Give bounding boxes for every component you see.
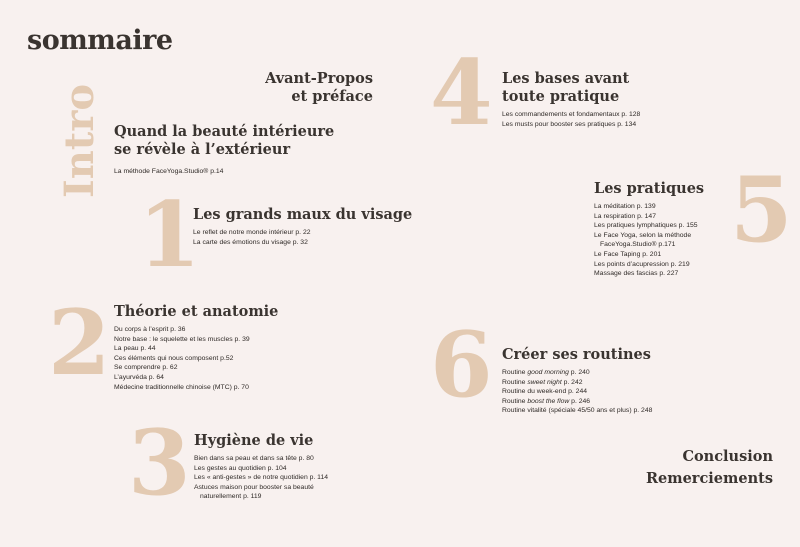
toc-entry: naturellement p. 119 [200,493,262,501]
intro-section [114,123,334,177]
section-4-heading-line2: toute pratique [502,88,620,105]
toc-entry: Routine du week-end p. 244 [502,388,588,396]
section-number-1: 1 [138,182,201,288]
toc-entry: Le Face Taping p. 201 [594,250,662,258]
thanks-heading: Remerciements [645,470,773,487]
toc-entry: Astuces maison pour booster sa beauté [194,483,314,491]
page-title: sommaire [27,25,173,56]
section-1 [193,206,412,247]
toc-entry: Le Face Yoga, selon la méthode [594,231,692,239]
toc-entry: L’ayurvéda p. 64 [114,373,164,381]
toc-entry: Routine boost the flow p. 246 [502,397,591,405]
intro-label: Intro [56,83,103,198]
section-3-items [194,454,328,502]
section-number-3: 3 [128,410,191,516]
section-4-heading-line1: Les bases avant [502,70,630,87]
avant-propos-line1: Avant-Propos [265,70,373,87]
toc-entry: La méditation p. 139 [594,203,656,210]
intro-heading-line2: se révèle à l’extérieur [114,141,291,158]
toc-entry: Les pratiques lymphatiques p. 155 [594,222,698,230]
section-6-items [502,368,652,416]
intro-items [114,167,334,177]
toc-entry: Se comprendre p. 62 [114,364,178,372]
intro-heading-line1: Quand la beauté intérieure [114,123,335,140]
avant-propos-heading [265,70,373,106]
closing-headings [646,446,773,490]
section-number-2: 2 [48,290,111,396]
toc-entry: FaceYoga.Studio® p.171 [600,241,676,249]
avant-propos-line2: et préface [291,88,373,105]
toc-entry: Les musts pour booster ses pratiques p. 134 [502,120,637,128]
toc-entry: La méthode FaceYoga.Studio® p.14 [114,168,224,175]
section-5 [594,180,704,279]
section-5-items [594,202,704,279]
section-number-5: 5 [730,157,793,263]
toc-entry: Bien dans sa peau et dans sa tête p. 80 [194,455,314,462]
section-1-heading: Les grands maux du visage [193,206,413,223]
toc-entry: La respiration p. 147 [594,212,656,220]
toc-entry: Routine vitalité (spéciale 45/50 ans et plus) p. 248 [502,407,653,415]
section-6 [502,346,652,416]
toc-entry: Ces éléments qui nous composent p.52 [114,354,234,362]
toc-entry: Les « anti-gestes » de notre quotidien p. 114 [194,474,329,482]
toc-entry: Routine sweet night p. 242 [502,378,583,386]
section-number-4: 4 [430,40,493,146]
toc-entry: Massage des fascias p. 227 [594,270,679,278]
toc-entry: Les gestes au quotidien p. 104 [194,464,287,472]
section-4 [502,70,640,129]
toc-entry: La peau p. 44 [114,345,156,353]
toc-entry: Le reflet de notre monde intérieur p. 22 [193,229,311,236]
intro-heading [114,123,334,159]
conclusion-heading: Conclusion [682,448,773,465]
toc-entry: La carte des émotions du visage p. 32 [193,238,308,246]
section-4-heading [502,70,640,106]
section-3-heading: Hygiène de vie [194,432,314,449]
section-1-items [193,228,412,247]
section-number-6: 6 [430,312,493,418]
section-2-heading: Théorie et anatomie [114,303,279,320]
section-3 [194,432,328,502]
section-2 [114,303,278,392]
section-6-heading: Créer ses routines [502,346,651,363]
toc-entry: Médecine traditionnelle chinoise (MTC) p. 70 [114,383,249,391]
toc-entry: Les points d’acupression p. 219 [594,260,690,268]
toc-entry: Du corps à l’esprit p. 36 [114,326,186,333]
section-4-items [502,110,640,129]
toc-entry: Notre base : le squelette et les muscles p. 39 [114,335,250,343]
section-5-heading: Les pratiques [594,180,705,197]
section-2-items [114,325,278,392]
toc-entry: Routine good morning p. 240 [502,369,590,376]
toc-entry: Les commandements et fondamentaux p. 128 [502,111,641,118]
